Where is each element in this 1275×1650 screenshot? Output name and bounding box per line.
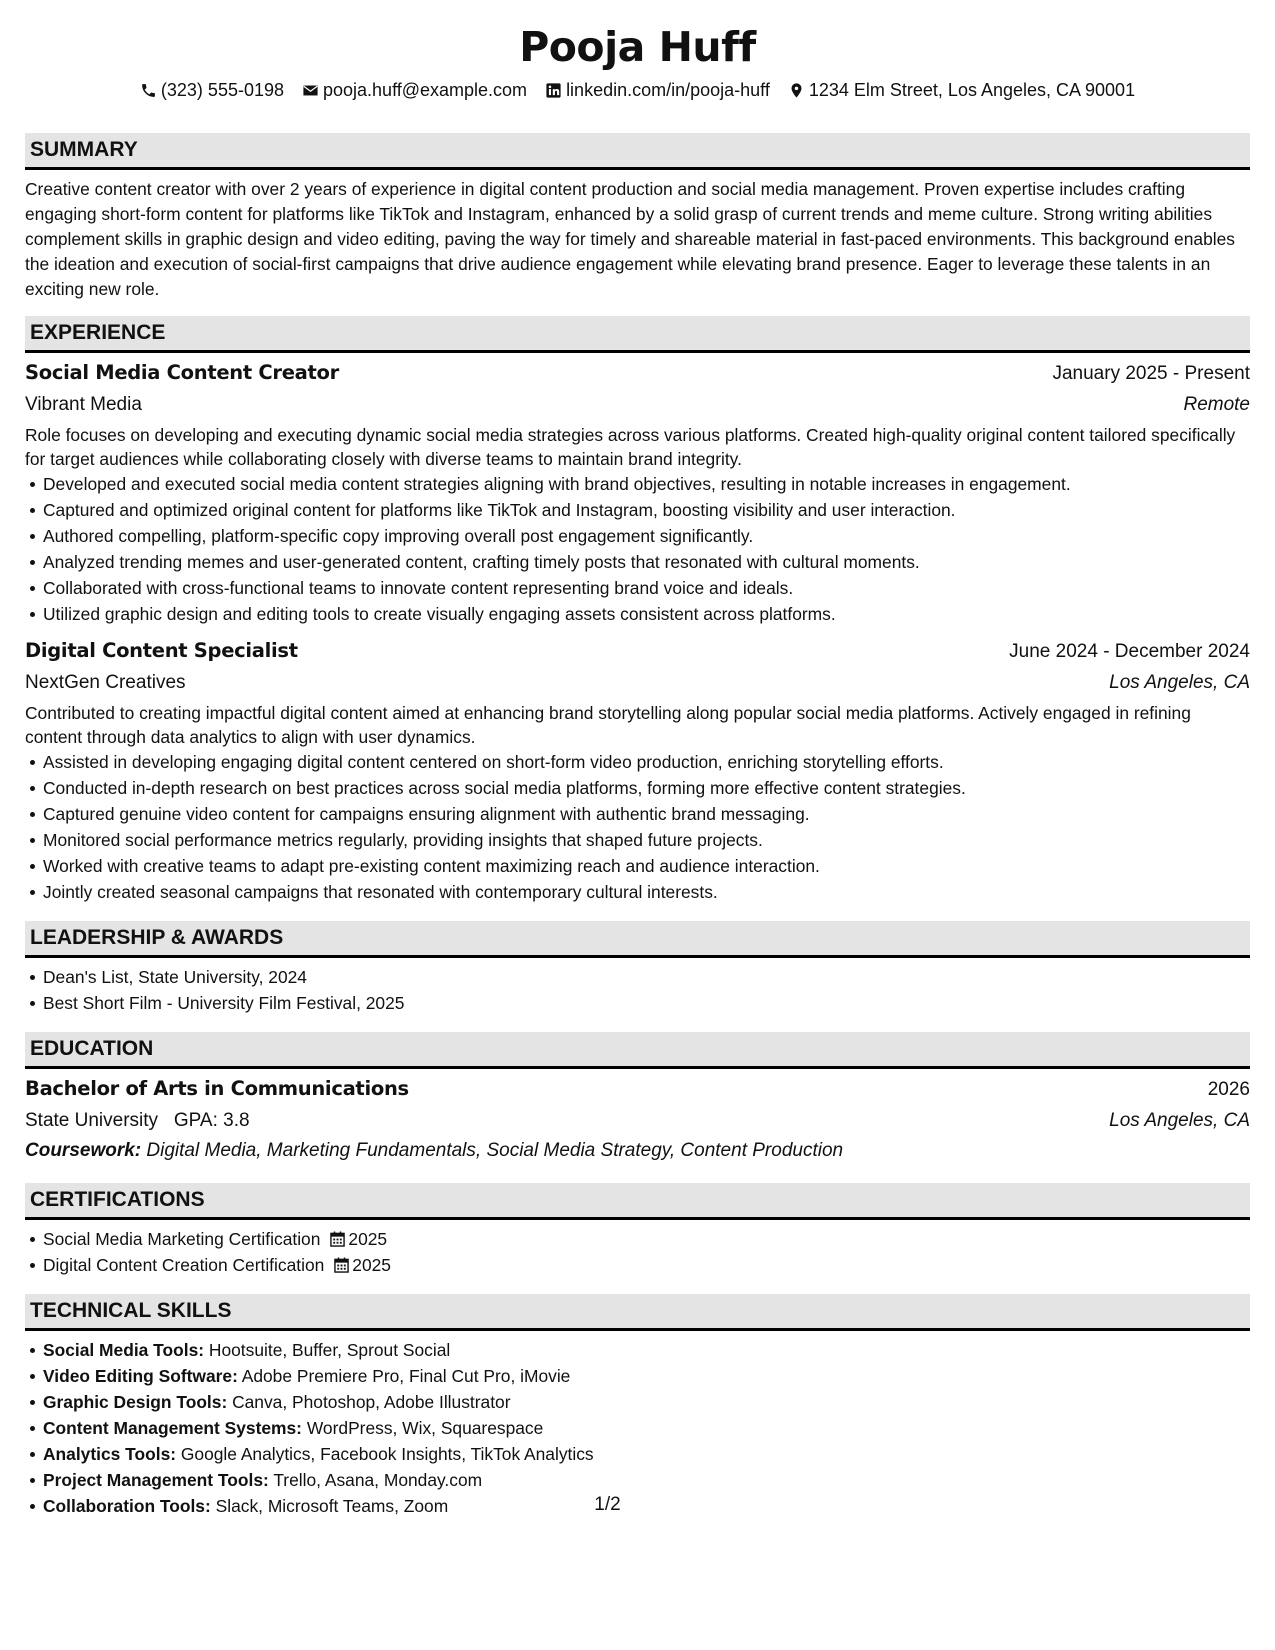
section-header-summary: SUMMARY — [25, 133, 1250, 170]
list-item — [43, 1337, 1250, 1363]
certifications-list — [25, 1226, 1250, 1278]
skill-value: Canva, Photoshop, Adobe Illustrator — [232, 1392, 511, 1412]
section-header-certifications: CERTIFICATIONS — [25, 1183, 1250, 1220]
certification-name: Social Media Marketing Certification — [43, 1229, 321, 1249]
job-entry — [25, 635, 1250, 905]
list-item: Conducted in-depth research on best practices across social media platforms, forming more effective content strategies. — [43, 775, 1250, 801]
certification-name: Digital Content Creation Certification — [43, 1255, 325, 1275]
contact-address — [788, 78, 1135, 102]
envelope-icon — [302, 82, 319, 99]
contact-bar — [25, 78, 1250, 102]
skill-value: Slack, Microsoft Teams, Zoom — [215, 1496, 449, 1516]
job-dates: January 2025 - Present — [1052, 363, 1250, 384]
list-item: Utilized graphic design and editing tools to create visually engaging assets consistent across platforms. — [43, 601, 1250, 627]
company-name: Vibrant Media — [25, 394, 142, 415]
email-text: pooja.huff@example.com — [323, 80, 528, 100]
map-pin-icon — [788, 82, 805, 99]
list-item: Dean's List, State University, 2024 — [43, 964, 1250, 990]
job-bullets — [25, 749, 1250, 905]
list-item: Authored compelling, platform-specific copy improving overall post engagement significantly. — [43, 523, 1250, 549]
list-item: Assisted in developing engaging digital content centered on short-form video production, enriching storytelling efforts. — [43, 749, 1250, 775]
skill-label: Video Editing Software: — [43, 1366, 238, 1386]
contact-linkedin[interactable] — [545, 78, 770, 102]
skill-label: Collaboration Tools: — [43, 1496, 211, 1516]
list-item: Developed and executed social media content strategies aligning with brand objectives, resulting in notable increases in engagement. — [43, 471, 1250, 497]
job-description: Role focuses on developing and executing dynamic social media strategies across various platforms. Created high-quality original content tailored specifically for target audiences while collaborating closely with diverse teams to maintain brand integrity. — [25, 425, 1236, 469]
job-description: Contributed to creating impactful digital content aimed at enhancing brand storytelling along popular social media platforms. Actively engaged in refining content through data analytics to align with user dynamics. — [25, 703, 1191, 747]
list-item — [43, 1389, 1250, 1415]
phone-icon — [140, 82, 157, 99]
contact-email[interactable] — [302, 78, 527, 102]
skill-label: Analytics Tools: — [43, 1444, 177, 1464]
list-item: Captured genuine video content for campaigns ensuring alignment with authentic brand messaging. — [43, 801, 1250, 827]
list-item — [43, 1252, 1250, 1278]
degree-title: Bachelor of Arts in Communications — [25, 1077, 409, 1100]
skill-value: Adobe Premiere Pro, Final Cut Pro, iMovie — [241, 1366, 571, 1386]
candidate-name: Pooja Huff — [519, 23, 756, 71]
contact-phone[interactable] — [140, 78, 284, 102]
phone-text: (323) 555-0198 — [160, 80, 284, 100]
summary-text: Creative content creator with over 2 years of experience in digital content production and social media management. Proven expertise includes crafting engaging short-form content for platforms like TikTok and Instagram, enhanced by a solid grasp of current trends and meme culture. Strong writing abilities complement skills in graphic design and video editing, paving the way for timely and shareable material in fast-paced environments. This background enables the ideation and execution of social-first campaigns that drive audience engagement while elevating brand presence. Eager to leverage these talents in an exciting new role. — [25, 179, 1235, 299]
skill-label: Content Management Systems: — [43, 1418, 302, 1438]
list-item: Captured and optimized original content for platforms like TikTok and Instagram, boosting visibility and user interaction. — [43, 497, 1250, 523]
section-header-experience: EXPERIENCE — [25, 316, 1250, 353]
list-item — [43, 1226, 1250, 1252]
resume-page — [25, 22, 1250, 1519]
school-name: State University — [25, 1110, 159, 1131]
coursework-text: Digital Media, Marketing Fundamentals, Social Media Strategy, Content Production — [146, 1140, 844, 1161]
skill-label: Project Management Tools: — [43, 1470, 269, 1490]
skill-label: Social Media Tools: — [43, 1340, 205, 1360]
job-location: Remote — [1183, 394, 1250, 415]
skill-value: Trello, Asana, Monday.com — [273, 1470, 483, 1490]
skill-label: Graphic Design Tools: — [43, 1392, 228, 1412]
skill-value: Hootsuite, Buffer, Sprout Social — [208, 1340, 451, 1360]
linkedin-text: linkedin.com/in/pooja-huff — [566, 80, 770, 100]
list-item — [43, 1441, 1250, 1467]
coursework-label: Coursework: — [25, 1140, 142, 1161]
list-item: Best Short Film - University Film Festival, 2025 — [43, 990, 1250, 1016]
section-header-awards: LEADERSHIP & AWARDS — [25, 921, 1250, 958]
awards-list — [25, 964, 1250, 1016]
list-item: Jointly created seasonal campaigns that resonated with contemporary cultural interests. — [43, 879, 1250, 905]
calendar-icon — [334, 1257, 349, 1273]
skill-value: Google Analytics, Facebook Insights, TikTok Analytics — [180, 1444, 594, 1464]
list-item: Monitored social performance metrics regularly, providing insights that shaped future projects. — [43, 827, 1250, 853]
section-header-skills: TECHNICAL SKILLS — [25, 1294, 1250, 1331]
graduation-year: 2026 — [1207, 1079, 1250, 1100]
job-bullets — [25, 471, 1250, 627]
certification-year: 2025 — [352, 1255, 391, 1275]
gpa: GPA: 3.8 — [173, 1110, 250, 1131]
education-entry — [25, 1073, 1250, 1166]
list-item: Analyzed trending memes and user-generated content, crafting timely posts that resonated with cultural moments. — [43, 549, 1250, 575]
company-name: NextGen Creatives — [25, 672, 186, 693]
job-title: Digital Content Specialist — [25, 639, 298, 662]
job-title: Social Media Content Creator — [25, 361, 339, 384]
school-location: Los Angeles, CA — [1109, 1110, 1250, 1131]
skill-value: WordPress, Wix, Squarespace — [306, 1418, 544, 1438]
calendar-icon — [330, 1231, 345, 1247]
coursework-line — [25, 1136, 1250, 1166]
job-location: Los Angeles, CA — [1109, 672, 1250, 693]
certification-year: 2025 — [348, 1229, 388, 1249]
school-line — [25, 1105, 250, 1136]
section-header-education: EDUCATION — [25, 1032, 1250, 1069]
list-item — [43, 1415, 1250, 1441]
page-number: 1/2 — [594, 1494, 621, 1515]
list-item: Worked with creative teams to adapt pre-existing content maximizing reach and audience interaction. — [43, 853, 1250, 879]
list-item — [43, 1363, 1250, 1389]
job-entry — [25, 357, 1250, 627]
list-item — [43, 1467, 1250, 1493]
job-dates: June 2024 - December 2024 — [1009, 641, 1250, 662]
linkedin-icon — [545, 82, 562, 99]
address-text: 1234 Elm Street, Los Angeles, CA 90001 — [808, 80, 1136, 100]
list-item: Collaborated with cross-functional teams to innovate content representing brand voice and ideals. — [43, 575, 1250, 601]
